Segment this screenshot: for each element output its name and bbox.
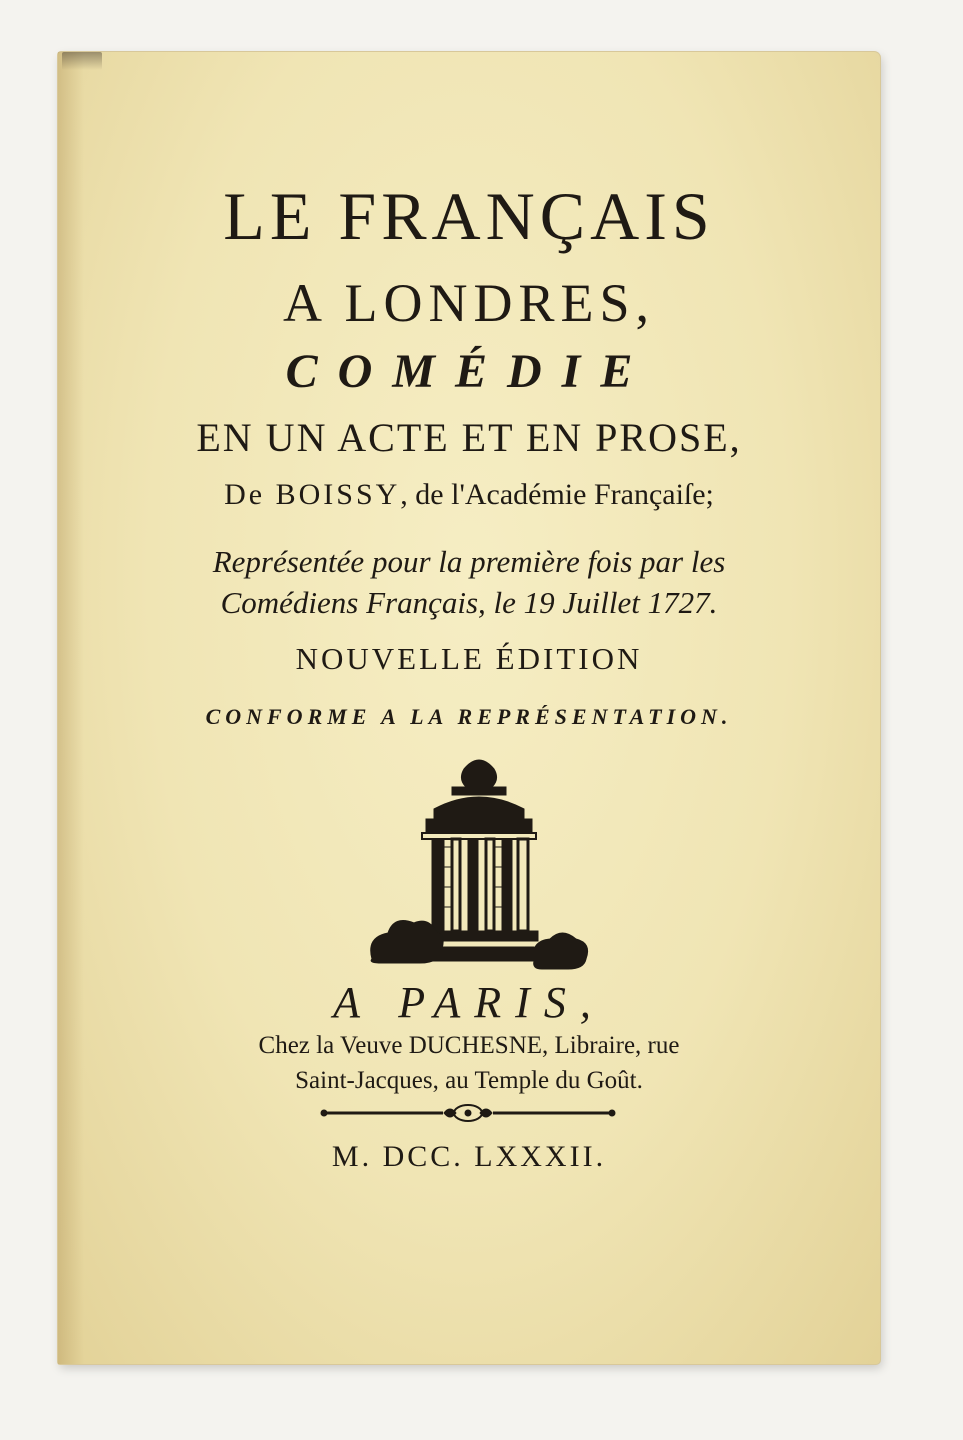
title-line-1: LE FRANÇAIS	[223, 178, 715, 254]
author-affiliation: , de l'Académie Françaiſe;	[400, 478, 714, 511]
publisher-line-2: Saint-Jacques, au Temple du Goût.	[295, 1067, 643, 1094]
publisher-line-1: Chez la Veuve DUCHESNE, Libraire, rue	[258, 1032, 680, 1059]
author-name: De BOISSY	[224, 478, 401, 511]
performance-line-1: Représentée pour la première fois par les	[212, 544, 726, 579]
genre-heading: COMÉDIE	[285, 345, 653, 398]
form-line: EN UN ACTE ET EN PROSE,	[196, 415, 742, 460]
title-line-2: A LONDRES,	[282, 273, 656, 333]
edition-line: NOUVELLE ÉDITION	[295, 641, 643, 676]
title-page	[58, 52, 880, 1364]
temple-vignette-icon	[364, 747, 594, 972]
city-line: A PARIS,	[333, 978, 605, 1027]
conformity-line: CONFORME A LA REPRÉSENTATION.	[205, 704, 733, 729]
performance-line-2: Comédiens Français, le 19 Juillet 1727.	[220, 585, 718, 620]
imprint-date: M. DCC. LXXXII.	[331, 1140, 607, 1173]
ornamental-rule-icon	[318, 1102, 618, 1124]
author-line	[58, 478, 880, 512]
